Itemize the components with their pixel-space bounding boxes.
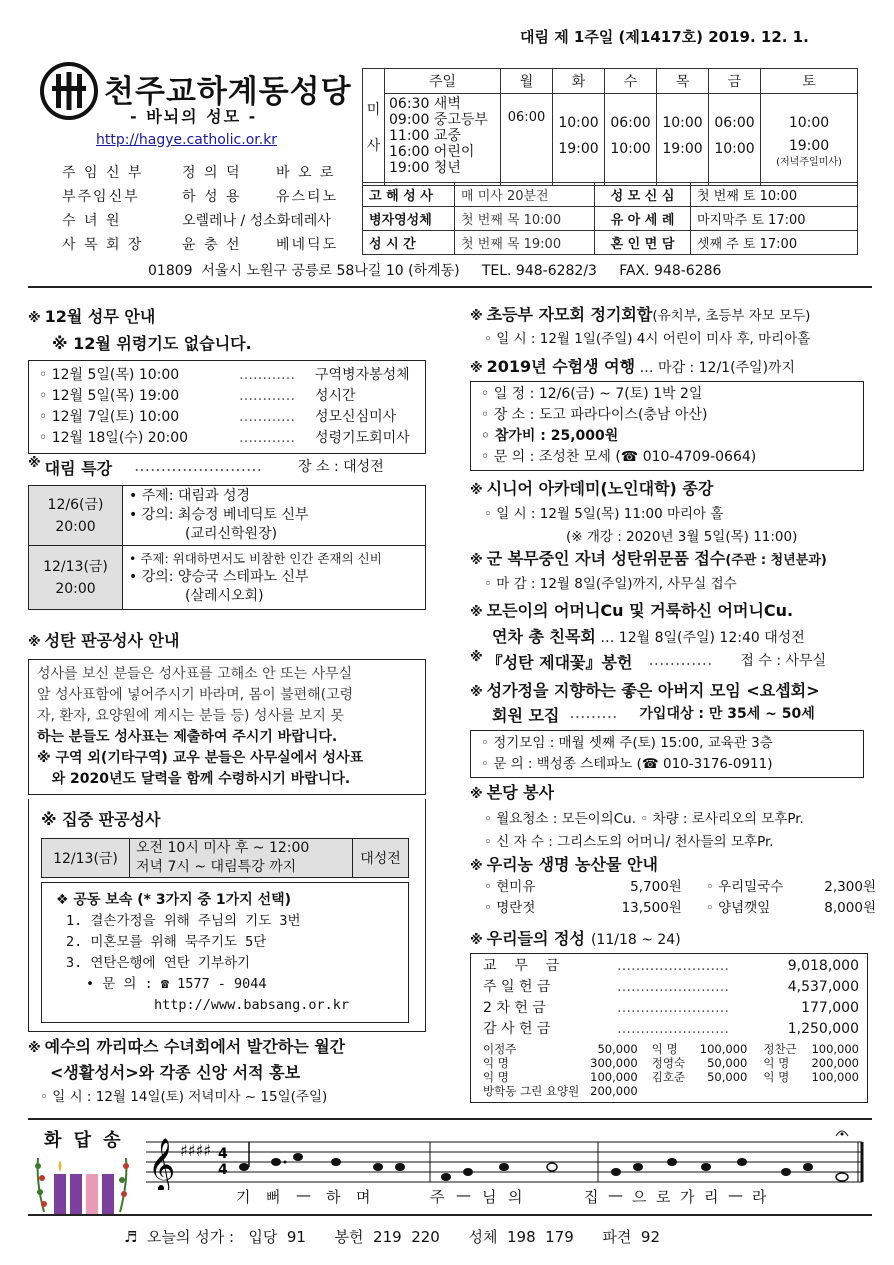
product-row: ◦ 명란젓 13,500원 ◦ 양념깻잎 8,000원 xyxy=(484,900,876,916)
asterisk-icon: ※ xyxy=(470,361,483,376)
asterisk-icon: ※ xyxy=(470,685,483,700)
list-item: 1. 결손가정을 위해 주님의 기도 3번 xyxy=(66,913,301,929)
asterisk-icon: ※ xyxy=(28,1041,41,1056)
section-mothers-meeting: ※ 초등부 자모회 정기회합(유치부, 초등부 자모 모두) ◦ 일 시 : 12월 1일(주일) 4시 어린이 미사 후, 마리아홀 xyxy=(470,305,811,347)
svg-text:♯♯♯♯: ♯♯♯♯ xyxy=(180,1141,211,1160)
contact-url: http://www.babsang.or.kr xyxy=(154,997,350,1013)
note-line: 와 2020년도 달력을 함께 수령하시기 바랍니다. xyxy=(37,771,351,787)
song-lyrics: 기 뻐 — 하 며 주 — 님 의 집 — 으 로 가 리 — 라 xyxy=(236,1186,767,1206)
asterisk-icon: ※ xyxy=(470,605,483,620)
section-parish-service: ※ 본당 봉사 ◦ 월요청소 : 모든이의Cu. ◦ 차량 : 로사리오의 모후Pr. ◦ 신 자 수 : 그리스도의 어머니/ 천사들의 모후Pr. xyxy=(470,783,804,850)
header-divider xyxy=(28,286,872,288)
asterisk-icon: ※ xyxy=(470,933,483,948)
asterisk-icon: ※ xyxy=(470,787,483,802)
list-item: ◦ 12월 7일(토) 10:00 ………… 성모신심미사 xyxy=(39,409,397,425)
asterisk-icon: ※ xyxy=(470,483,483,498)
staff-role: 사 목 회 장 xyxy=(62,237,144,253)
day-header: 목 xyxy=(657,69,709,94)
day-header: 주일 xyxy=(385,69,501,94)
offering-row: 2 차 헌 금 …………………… 177,000 xyxy=(483,1000,859,1016)
focus-table: 12/13(금) 오전 10시 미사 후 ~ 12:00 저녁 7시 ~ 대림특강 까지 대성전 xyxy=(41,838,409,878)
song-divider-top xyxy=(28,1118,872,1120)
section-cu-meeting: ※ 모든이의 어머니Cu 및 거룩하신 어머니Cu. 연차 총 친목회 … 12월 8일(주일) 12:40 대성전 xyxy=(470,601,805,646)
patron-title: - 바뇌의 성모 - xyxy=(130,107,258,126)
asterisk-icon: ※ xyxy=(28,456,41,471)
asterisk-icon: ※ xyxy=(470,859,483,874)
body-line: 성사를 보신 분들은 성사표를 고해소 안 또는 사무실 xyxy=(37,666,353,682)
joseph-box: ◦ 정기모임 : 매월 셋째 주(토) 15:00, 교육관 3층 ◦ 문 의 : 백성종 스테파노 (☎ 010-3176-0911) xyxy=(470,730,864,778)
section-title: 12월 성무 안내 xyxy=(44,307,156,326)
offerings-box xyxy=(470,953,868,1103)
body-line: 하는 분들도 성사표는 제출하여 주시기 바랍니다. xyxy=(37,729,338,745)
section-confession xyxy=(28,628,438,1032)
section-seongmu xyxy=(28,304,438,454)
friday-masses: 06:00 10:00 xyxy=(709,94,761,186)
section-advent-lecture: ※ 대림 특강 …………………… 장 소 : 대성전 12/6(금) 20:00 • 주제: 대림과 성경 • 강의: 최승정 베네딕토 신부 (교리신학원장) 12/13(금) 20:00 • 주제: 위대하면서도 비참한 인간 존재의 신비 • 강의: 양승국 스테파노 신부 (살레시오회) xyxy=(28,456,438,610)
list-item: 3. 연탄은행에 연탄 기부하기 xyxy=(66,955,251,971)
advent-candles-icon xyxy=(30,1152,134,1216)
svg-text:4: 4 xyxy=(218,1162,228,1178)
staff-table xyxy=(62,160,338,256)
section-title: 성탄 판공성사 안내 xyxy=(44,631,180,650)
staff-baptismal: 유스티노 xyxy=(276,189,339,205)
mass-label: 미 사 xyxy=(363,69,385,186)
section-book-promo: ※ 예수의 까리따스 수녀회에서 발간하는 월간 <생활성서>와 각종 신앙 서적 홍보 ◦ 일 시 : 12월 14일(토) 저녁미사 ~ 15일(주일) xyxy=(28,1037,346,1105)
section-joseph-club: ※ 성가정을 지향하는 좋은 아버지 모임 <요셉회> 회원 모집 ……… 가입대상 : 만 35세 ~ 50세 ◦ 정기모임 : 매월 셋째 주(토) 15:00, 교육관 3층 ◦ 문 의 : 백성종 스테파노 (☎ 010-3176-0911) xyxy=(470,678,876,778)
offering-row: 주 일 헌 금 …………………… 4,537,000 xyxy=(483,979,859,995)
asterisk-icon: ※ xyxy=(28,635,41,650)
asterisk-icon: ※ xyxy=(28,311,41,326)
staff-name: 정 의 덕 xyxy=(182,165,242,181)
treble-clef-icon: 𝄞 xyxy=(148,1137,176,1190)
wednesday-masses: 06:00 10:00 xyxy=(605,94,657,186)
day-header: 화 xyxy=(553,69,605,94)
list-item: 2. 미혼모를 위해 묵주기도 5단 xyxy=(66,934,267,950)
section-subtitle: ※ 12월 위령기도 없습니다. xyxy=(52,334,252,353)
mass-schedule xyxy=(362,68,858,186)
day-header: 수 xyxy=(605,69,657,94)
note-line: ※ 구역 외(기타구역) 교우 분들은 사무실에서 성사표 xyxy=(37,750,364,766)
penance-box: ❖ 공동 보속 (* 3가지 중 1가지 선택) 1. 결손가정을 위해 주님의 기도 3번 2. 미혼모를 위해 묵주기도 5단 3. 연탄은행에 연탄 기부하기 • 문 의 : ☎ 1577 - 9044 http://www.babsang.or.kr xyxy=(41,882,409,1023)
asterisk-icon: ※ xyxy=(470,650,483,665)
asterisk-icon: ※ xyxy=(470,309,483,324)
trip-box: ◦ 일 정 : 12/6(금) ~ 7(토) 1박 2일 ◦ 장 소 : 도고 파라다이스(충남 아산) ◦ 참가비 : 25,000원 ◦ 문 의 : 조성찬 모세 (☎ 010-4709-0664) xyxy=(470,381,864,471)
parish-logo xyxy=(40,62,98,120)
services-table: 고 해 성 사 매 미사 20분전 성 모 신 심 첫 번째 토 10:00 병자영성체 첫 번째 목 10:00 유 아 세 례 마지막주 토 17:00 성 시 간 첫 번째 목 19:00 혼 인 면 담 셋째 주 토 17:00 xyxy=(362,182,858,255)
staff-name: 윤 충 선 xyxy=(182,237,242,253)
offering-row: 교 무 금 …………………… 9,018,000 xyxy=(483,958,859,974)
section-title: 대림 특강 xyxy=(44,459,113,478)
section-offerings: ※ 우리들의 정성 (11/18 ~ 24) 교 무 금 …………………… 9,018,000 주 일 헌 금 …………………… 4,537,000 2 차 헌 금 …………………… 177,000 감 사 헌 금 …………………… 1,250,000 이정주 50,000 익 명 100,000 정찬근 100,000 익 명 300,000 정영숙 50,000 익 명 200,000 익 명 100,000 김호준 50,000 익 명 100,000 방학동 그린 요양원 200,000 xyxy=(470,926,876,1103)
contact-line: • 문 의 : ☎ 1577 - 9044 xyxy=(86,976,267,992)
donor-row: 이정주 50,000 익 명 100,000 정찬근 100,000 xyxy=(483,1042,859,1056)
list-item: ◦ 12월 5일(목) 19:00 ………… 성시간 xyxy=(39,388,356,404)
section-altar-flowers: ※ 『성탄 제대꽃』봉헌 ………… 접 수 : 사무실 xyxy=(470,650,827,672)
address-line: 01809 서울시 노원구 공릉로 58나길 10 (하계동) TEL. 948-6282/3 FAX. 948-6286 xyxy=(148,263,722,279)
day-header: 월 xyxy=(501,69,553,94)
day-header: 금 xyxy=(709,69,761,94)
offering-row: 감 사 헌 금 …………………… 1,250,000 xyxy=(483,1021,859,1037)
body-line: 자, 환자, 요양원에 계시는 분들 등) 성사를 보지 못 xyxy=(37,708,344,724)
staff-name: 하 성 용 xyxy=(182,189,242,205)
lecture-table: 12/6(금) 20:00 • 주제: 대림과 성경 • 강의: 최승정 베네딕토 신부 (교리신학원장) 12/13(금) 20:00 • 주제: 위대하면서도 비참한 인간 존재의 신비 • 강의: 양승국 스테파노 신부 (살레시오회) xyxy=(28,485,426,610)
section-military-gift: ※ 군 복무중인 자녀 성탄위문품 접수(주관 : 청년분과) ◦ 마 감 : 12월 8일(주일)까지, 사무실 접수 xyxy=(470,549,827,592)
focus-title: ※ 집중 판공성사 xyxy=(41,810,161,829)
monday-masses: 06:00 xyxy=(501,94,553,186)
donor-row: 익 명 300,000 정영숙 50,000 익 명 200,000 xyxy=(483,1056,859,1070)
donor-row: 방학동 그린 요양원 200,000 xyxy=(483,1084,638,1098)
section-senior-academy: ※ 시니어 아카데미(노인대학) 종강 ◦ 일 시 : 12월 5일(목) 11:00 마리아 홀 (※ 개강 : 2020년 3월 5일(목) 11:00) xyxy=(470,479,798,545)
staff-baptismal: 베네딕도 xyxy=(276,237,339,253)
asterisk-icon: ※ xyxy=(470,553,483,568)
cross-logo-icon xyxy=(40,62,98,120)
tuesday-masses: 10:00 19:00 xyxy=(553,94,605,186)
day-header: 토 xyxy=(761,69,858,94)
body-line: 앞 성사표함에 넣어주시기 바라며, 몸이 불편해(고령 xyxy=(37,687,354,703)
list-item: ◦ 12월 18일(수) 20:00 ………… 성령기도회미사 xyxy=(39,430,410,446)
list-item: ◦ 12월 5일(목) 10:00 ………… 구역병자봉성체 xyxy=(39,367,410,383)
staff-role: 주 임 신 부 xyxy=(62,165,144,181)
music-staff xyxy=(146,1124,870,1190)
donor-table xyxy=(483,1042,859,1098)
staff-role: 수 녀 원 xyxy=(62,213,122,229)
parish-url[interactable]: http://hagye.catholic.or.kr xyxy=(96,132,278,148)
section-student-trip: ※ 2019년 수험생 여행 … 마감 : 12/1(주일)까지 ◦ 일 정 : 12/6(금) ~ 7(토) 1박 2일 ◦ 장 소 : 도고 파라다이스(충남 아산) ◦ 참가비 : 25,000원 ◦ 문 의 : 조성찬 모세 (☎ 010-4709-0664) xyxy=(470,354,876,471)
svg-text:4: 4 xyxy=(218,1146,228,1162)
song-title: 화 답 송 xyxy=(44,1130,124,1151)
staff-baptismal: 바 오 로 xyxy=(276,165,336,181)
sunday-masses: 06:30 새벽 09:00 중고등부 11:00 교중 16:00 어린이 19:00 청년 xyxy=(385,94,501,186)
thursday-masses: 10:00 19:00 xyxy=(657,94,709,186)
seongmu-list xyxy=(28,360,426,454)
confession-box xyxy=(28,659,426,795)
parish-name: 천주교하계동성당 xyxy=(104,74,352,110)
hymn-numbers: ♬ 오늘의 성가 : 입당 91 봉헌 219 220 성체 198 179 파견 92 xyxy=(124,1228,660,1246)
section-farm-products: ※ 우리농 생명 농산물 안내 ◦ 현미유 5,700원 ◦ 우리밀국수 2,300원 ◦ 명란젓 13,500원 ◦ 양념깻잎 8,000원 xyxy=(470,852,876,919)
saturday-masses: 10:00 19:00 (저녁주일미사) xyxy=(761,94,858,186)
focus-confession-box xyxy=(28,799,426,1032)
song-divider-bottom xyxy=(28,1214,872,1216)
donor-row: 익 명 100,000 김호준 50,000 익 명 100,000 xyxy=(483,1070,859,1084)
product-row: ◦ 현미유 5,700원 ◦ 우리밀국수 2,300원 xyxy=(484,879,876,895)
staff-role: 부주임신부 xyxy=(62,189,140,205)
issue-info: 대림 제 1주일 (제1417호) 2019. 12. 1. xyxy=(520,28,809,46)
staff-name: 오렐레나 / 성소화데레사 xyxy=(182,213,331,229)
